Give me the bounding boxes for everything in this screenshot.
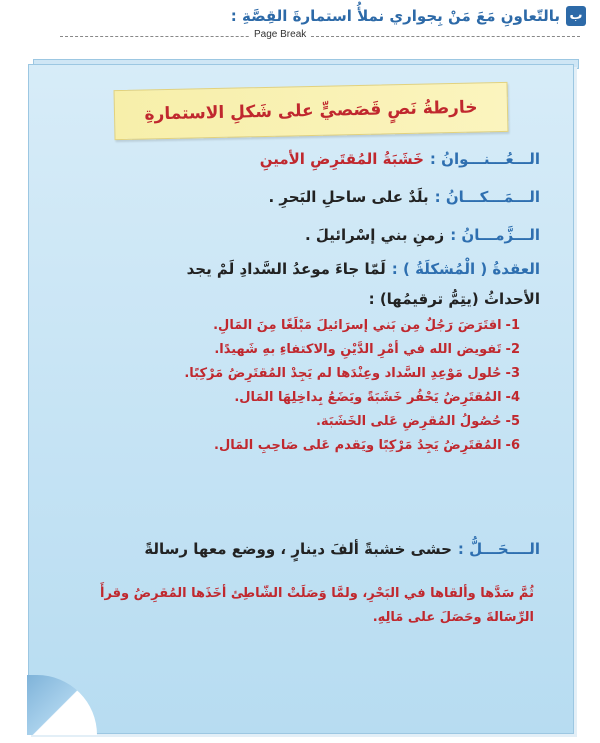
row-problem: [70, 260, 540, 278]
event-item: 1- اقتَرَضَ رَجُلٌ مِن بَني إسرَائيلَ مَبْلَغًا مِنَ المَالِ.: [213, 318, 520, 333]
title-value: خَشَبَةُ المُقتَرِضِ الأمينِ: [259, 150, 424, 168]
events-list: [90, 314, 520, 458]
row-place: [70, 188, 540, 206]
events-label: الأحداثُ (يتِمُّ ترقيمُها) :: [368, 290, 540, 308]
place-value: بلَدٌ على ساحلِ البَحرِ .: [268, 188, 429, 206]
problem-label: العقدةُ ( الْمُشكلَةُ ) :: [391, 260, 540, 278]
time-label: الـــزَّمـــانُ :: [450, 226, 540, 244]
time-value: زمنِ بني إسْرائيلَ .: [304, 226, 445, 244]
problem-value: لَمّا جاءَ موعدُ السَّدادِ لَمْ يجد: [186, 260, 386, 278]
row-solution: [70, 540, 540, 558]
solution-value: حشى خشبةً ألفَ دينارٍ ، ووضع معها رسالةً: [144, 540, 452, 558]
event-item: 2- تَفويض الله في أمْرِ الدَّيْنِ والاكتفاءِ بهِ شَهيدًا.: [214, 342, 520, 357]
form-title-banner: خارطةُ نَصٍ قَصَصيٍّ على شَكلِ الاستمارةِ: [114, 82, 509, 140]
event-item: 5- حُصُولُ المُقرِضِ عَلى الخَشَبَة.: [315, 414, 520, 429]
page-break-label: Page Break: [250, 29, 310, 40]
row-events-heading: [70, 290, 540, 308]
title-label: الـــعُـــنـــوانُ :: [429, 150, 540, 168]
instruction-heading: [26, 6, 586, 26]
event-item: 3- حُلول مَوْعِدِ السَّداد وعِنْدَها لم يَجِدْ المُقتَرِضُ مَرْكِبًا.: [184, 366, 520, 381]
row-title: [70, 150, 540, 168]
event-item: 4- المُقتَرِضُ يَحْفُر خَشَبَةً ويَضَعُ بِداخِلِهَا المَال.: [234, 390, 520, 405]
instruction-text: بالتّعاونِ مَعَ مَنْ بِجواري نملأُ استمارةَ القِصَّةِ :: [230, 7, 560, 25]
page-curl-decoration: [27, 675, 97, 735]
section-badge: ب: [566, 6, 586, 26]
row-time: [70, 226, 540, 244]
place-label: الـــمَـــكـــانُ :: [434, 188, 540, 206]
event-item: 6- المُقتَرِضُ يَجِدُ مَرْكِبًا ويَقدم عَلى صَاحِبِ المَال.: [214, 438, 520, 453]
solution-label: الــــحَـــلُّ :: [457, 540, 540, 558]
solution-paragraph: ثُمَّ سَدَّها وألقاها في البَحْرِ، ولمَّا وَصَلَتْ الشّاطِئ أخَذَها المُقرِضُ وقرأَ الرِّسَالةَ وحَصَلَ على مَالِهِ.: [99, 586, 534, 625]
page-break-divider: [60, 29, 580, 51]
